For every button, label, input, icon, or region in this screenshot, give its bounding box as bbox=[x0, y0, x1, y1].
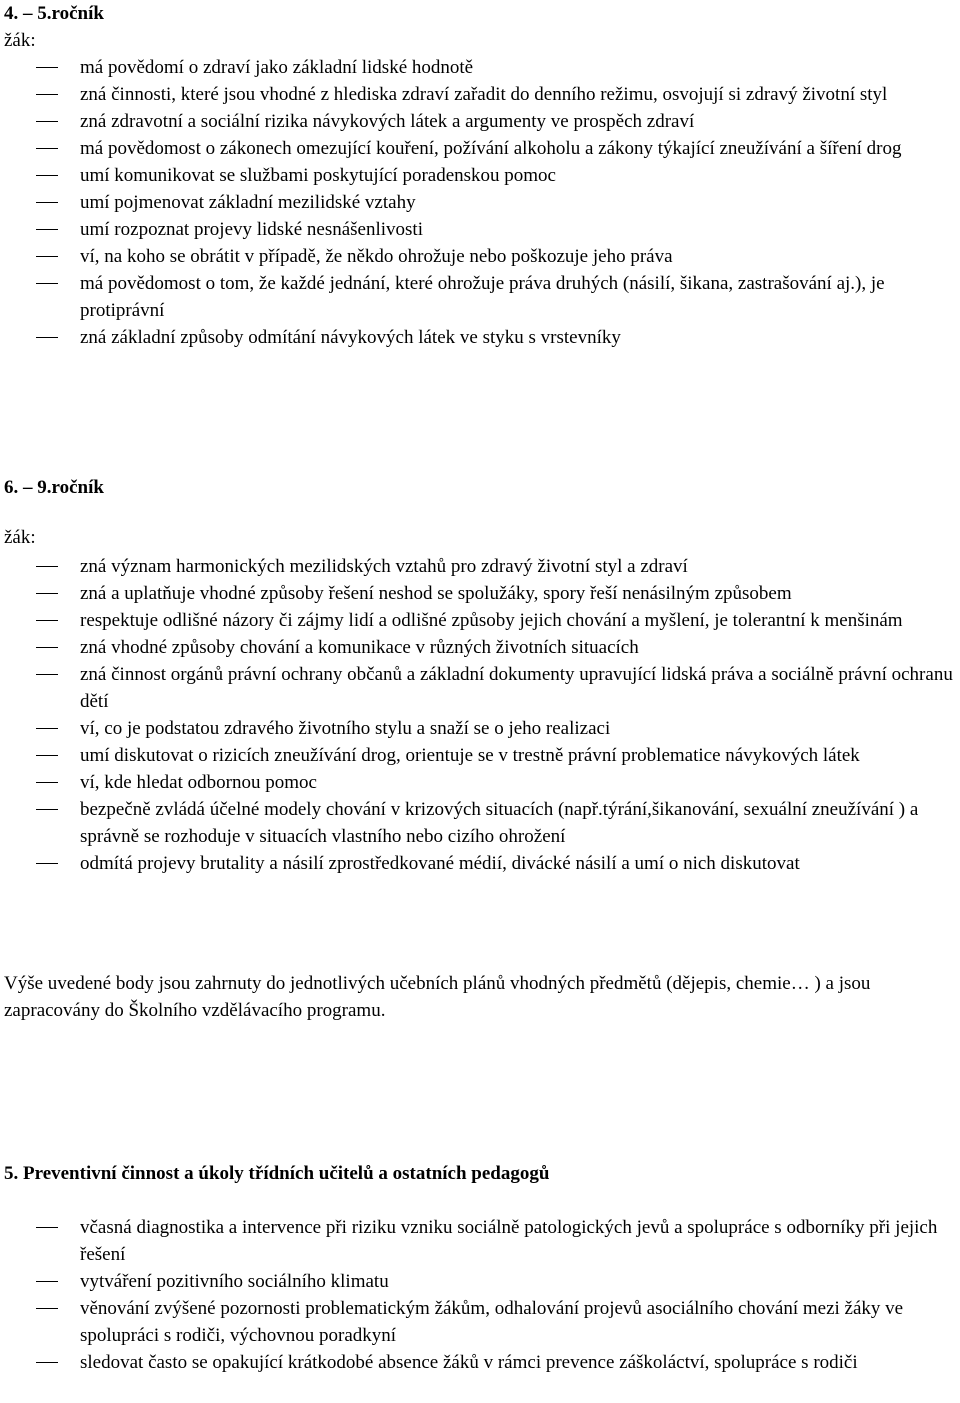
section-heading-prevention: 5. Preventivní činnost a úkoly třídních učitelů a ostatních pedagogů bbox=[4, 1163, 550, 1184]
list-item: umí diskutovat o rizicích zneužívání drog, orientuje se v trestně právní problematice návykových látek bbox=[0, 742, 960, 769]
list-item: má povědomost o zákonech omezující kouření, požívání alkoholu a zákony týkající zneužívání a šíření drog bbox=[0, 135, 960, 162]
dash-bullet-icon bbox=[36, 1281, 58, 1282]
dash-bullet-icon bbox=[36, 148, 58, 149]
bullet-list-6-9 bbox=[0, 553, 960, 877]
dash-bullet-icon bbox=[36, 620, 58, 621]
pupil-label: žák: bbox=[4, 527, 36, 548]
bullet-list-prevention bbox=[0, 1214, 960, 1376]
summary-paragraph: Výše uvedené body jsou zahrnuty do jednotlivých učebních plánů vhodných předmětů (dějepis, chemie… ) a jsou zapracovány do Školního vzdělávacího programu. bbox=[4, 973, 871, 1021]
dash-bullet-icon bbox=[36, 647, 58, 648]
dash-bullet-icon bbox=[36, 674, 58, 675]
section-heading-6-9: 6. – 9.ročník bbox=[4, 477, 104, 498]
list-item: zná a uplatňuje vhodné způsoby řešení neshod se spolužáky, spory řeší nenásilným způsobem bbox=[0, 580, 960, 607]
list-item: zná vhodné způsoby chování a komunikace v různých životních situacích bbox=[0, 634, 960, 661]
list-item: zná činnost orgánů právní ochrany občanů a základní dokumenty upravující lidská práva a sociálně právní ochranu dětí bbox=[0, 661, 960, 715]
dash-bullet-icon bbox=[36, 229, 58, 230]
list-item: zná zdravotní a sociální rizika návykových látek a argumenty ve prospěch zdraví bbox=[0, 108, 960, 135]
dash-bullet-icon bbox=[36, 1308, 58, 1309]
dash-bullet-icon bbox=[36, 121, 58, 122]
dash-bullet-icon bbox=[36, 337, 58, 338]
dash-bullet-icon bbox=[36, 1227, 58, 1228]
list-item: má povědomost o tom, že každé jednání, které ohrožuje práva druhých (násilí, šikana, zastrašování aj.), je protiprávní bbox=[0, 270, 960, 324]
list-item: ví, na koho se obrátit v případě, že někdo ohrožuje nebo poškozuje jeho práva bbox=[0, 243, 960, 270]
list-item: bezpečně zvládá účelné modely chování v krizových situacích (např.týrání,šikanování, sexuální zneužívání ) a správně se rozhoduje v situacích vlastního nebo cizího ohrožení bbox=[0, 796, 960, 850]
dash-bullet-icon bbox=[36, 863, 58, 864]
section-heading-4-5: 4. – 5.ročník bbox=[4, 3, 104, 24]
dash-bullet-icon bbox=[36, 67, 58, 68]
list-item: má povědomí o zdraví jako základní lidské hodnotě bbox=[0, 54, 960, 81]
pupil-label: žák: bbox=[4, 30, 36, 51]
list-item: respektuje odlišné názory či zájmy lidí a odlišné způsoby jejich chování a myšlení, je tolerantní k menšinám bbox=[0, 607, 960, 634]
list-item: sledovat často se opakující krátkodobé absence žáků v rámci prevence záškoláctví, spolupráce s rodiči bbox=[0, 1349, 960, 1376]
dash-bullet-icon bbox=[36, 782, 58, 783]
dash-bullet-icon bbox=[36, 283, 58, 284]
dash-bullet-icon bbox=[36, 728, 58, 729]
dash-bullet-icon bbox=[36, 175, 58, 176]
list-item: včasná diagnostika a intervence při riziku vzniku sociálně patologických jevů a spolupráce s odborníky při jejich řešení bbox=[0, 1214, 960, 1268]
list-item: zná základní způsoby odmítání návykových látek ve styku s vrstevníky bbox=[0, 324, 960, 351]
dash-bullet-icon bbox=[36, 94, 58, 95]
dash-bullet-icon bbox=[36, 593, 58, 594]
bullet-list-4-5 bbox=[0, 54, 960, 351]
dash-bullet-icon bbox=[36, 1362, 58, 1363]
dash-bullet-icon bbox=[36, 755, 58, 756]
dash-bullet-icon bbox=[36, 809, 58, 810]
list-item: odmítá projevy brutality a násilí zprostředkované médií, divácké násilí a umí o nich diskutovat bbox=[0, 850, 960, 877]
dash-bullet-icon bbox=[36, 256, 58, 257]
list-item: umí pojmenovat základní mezilidské vztahy bbox=[0, 189, 960, 216]
dash-bullet-icon bbox=[36, 566, 58, 567]
list-item: ví, kde hledat odbornou pomoc bbox=[0, 769, 960, 796]
list-item: umí rozpoznat projevy lidské nesnášenlivosti bbox=[0, 216, 960, 243]
list-item: ví, co je podstatou zdravého životního stylu a snaží se o jeho realizaci bbox=[0, 715, 960, 742]
list-item: zná činnosti, které jsou vhodné z hlediska zdraví zařadit do denního režimu, osvojují si zdravý životní styl bbox=[0, 81, 960, 108]
list-item: vytváření pozitivního sociálního klimatu bbox=[0, 1268, 960, 1295]
list-item: zná význam harmonických mezilidských vztahů pro zdravý životní styl a zdraví bbox=[0, 553, 960, 580]
list-item: věnování zvýšené pozornosti problematickým žákům, odhalování projevů asociálního chování mezi žáky ve spolupráci s rodiči, výchovnou poradkyní bbox=[0, 1295, 960, 1349]
dash-bullet-icon bbox=[36, 202, 58, 203]
list-item: umí komunikovat se službami poskytující poradenskou pomoc bbox=[0, 162, 960, 189]
